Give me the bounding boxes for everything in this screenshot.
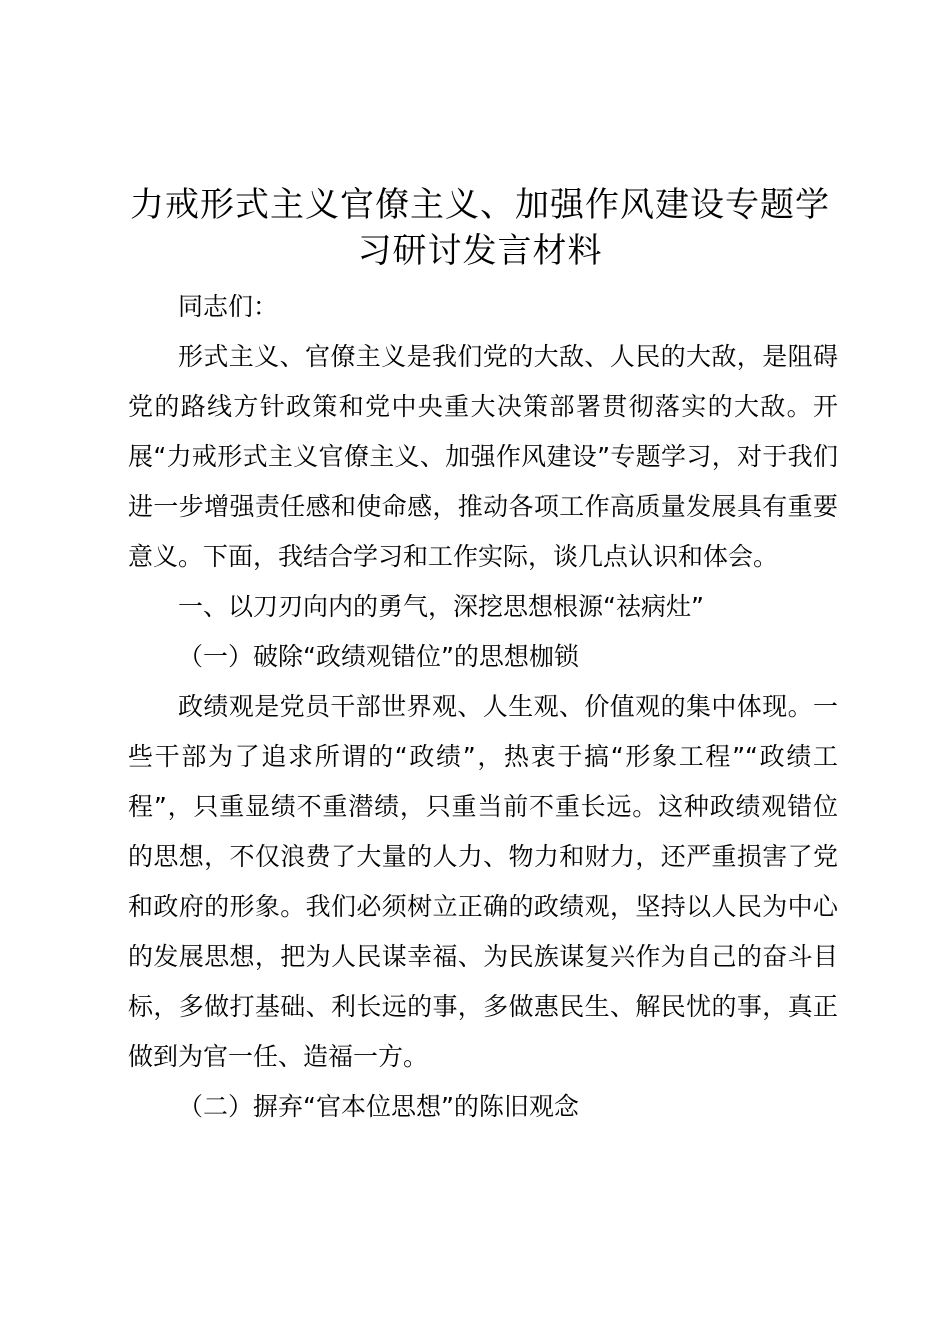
- subsection-heading-1: （一）破除“政绩观错位”的思想枷锁: [178, 642, 579, 671]
- document-body: [128, 282, 838, 1132]
- salutation: 同志们：: [178, 292, 279, 321]
- document-title: 力戒形式主义官僚主义、加强作风建设专题学习研讨发言材料: [130, 185, 830, 271]
- section-heading-1: 一、以刀刃向内的勇气，深挖思想根源“祛病灶”: [178, 592, 704, 621]
- subsection-heading-2: （二）摒弃“官本位思想”的陈旧观念: [178, 1092, 579, 1121]
- subsection-paragraph-1: 政绩观是党员干部世界观、人生观、价值观的集中体现。一些干部为了追求所谓的“政绩”，热衷于搞“形象工程”“政绩工程”，只重显绩不重潜绩，只重当前不重长远。这种政绩观错位的思想，不仅浪费了大量的人力、物力和财力，还严重损害了党和政府的形象。我们必须树立正确的政绩观，坚持以人民为中心的发展思想，把为人民谋幸福、为民族谋复兴作为自己的奋斗目标，多做打基础、利长远的事，多做惠民生、解民忧的事，真正做到为官一任、造福一方。: [128, 692, 838, 1071]
- intro-paragraph: 形式主义、官僚主义是我们党的大敌、人民的大敌，是阻碍党的路线方针政策和党中央重大决策部署贯彻落实的大敌。开展“力戒形式主义官僚主义、加强作风建设”专题学习，对于我们进一步增强责任感和使命感，推动各项工作高质量发展具有重要意义。下面，我结合学习和工作实际，谈几点认识和体会。: [128, 342, 838, 571]
